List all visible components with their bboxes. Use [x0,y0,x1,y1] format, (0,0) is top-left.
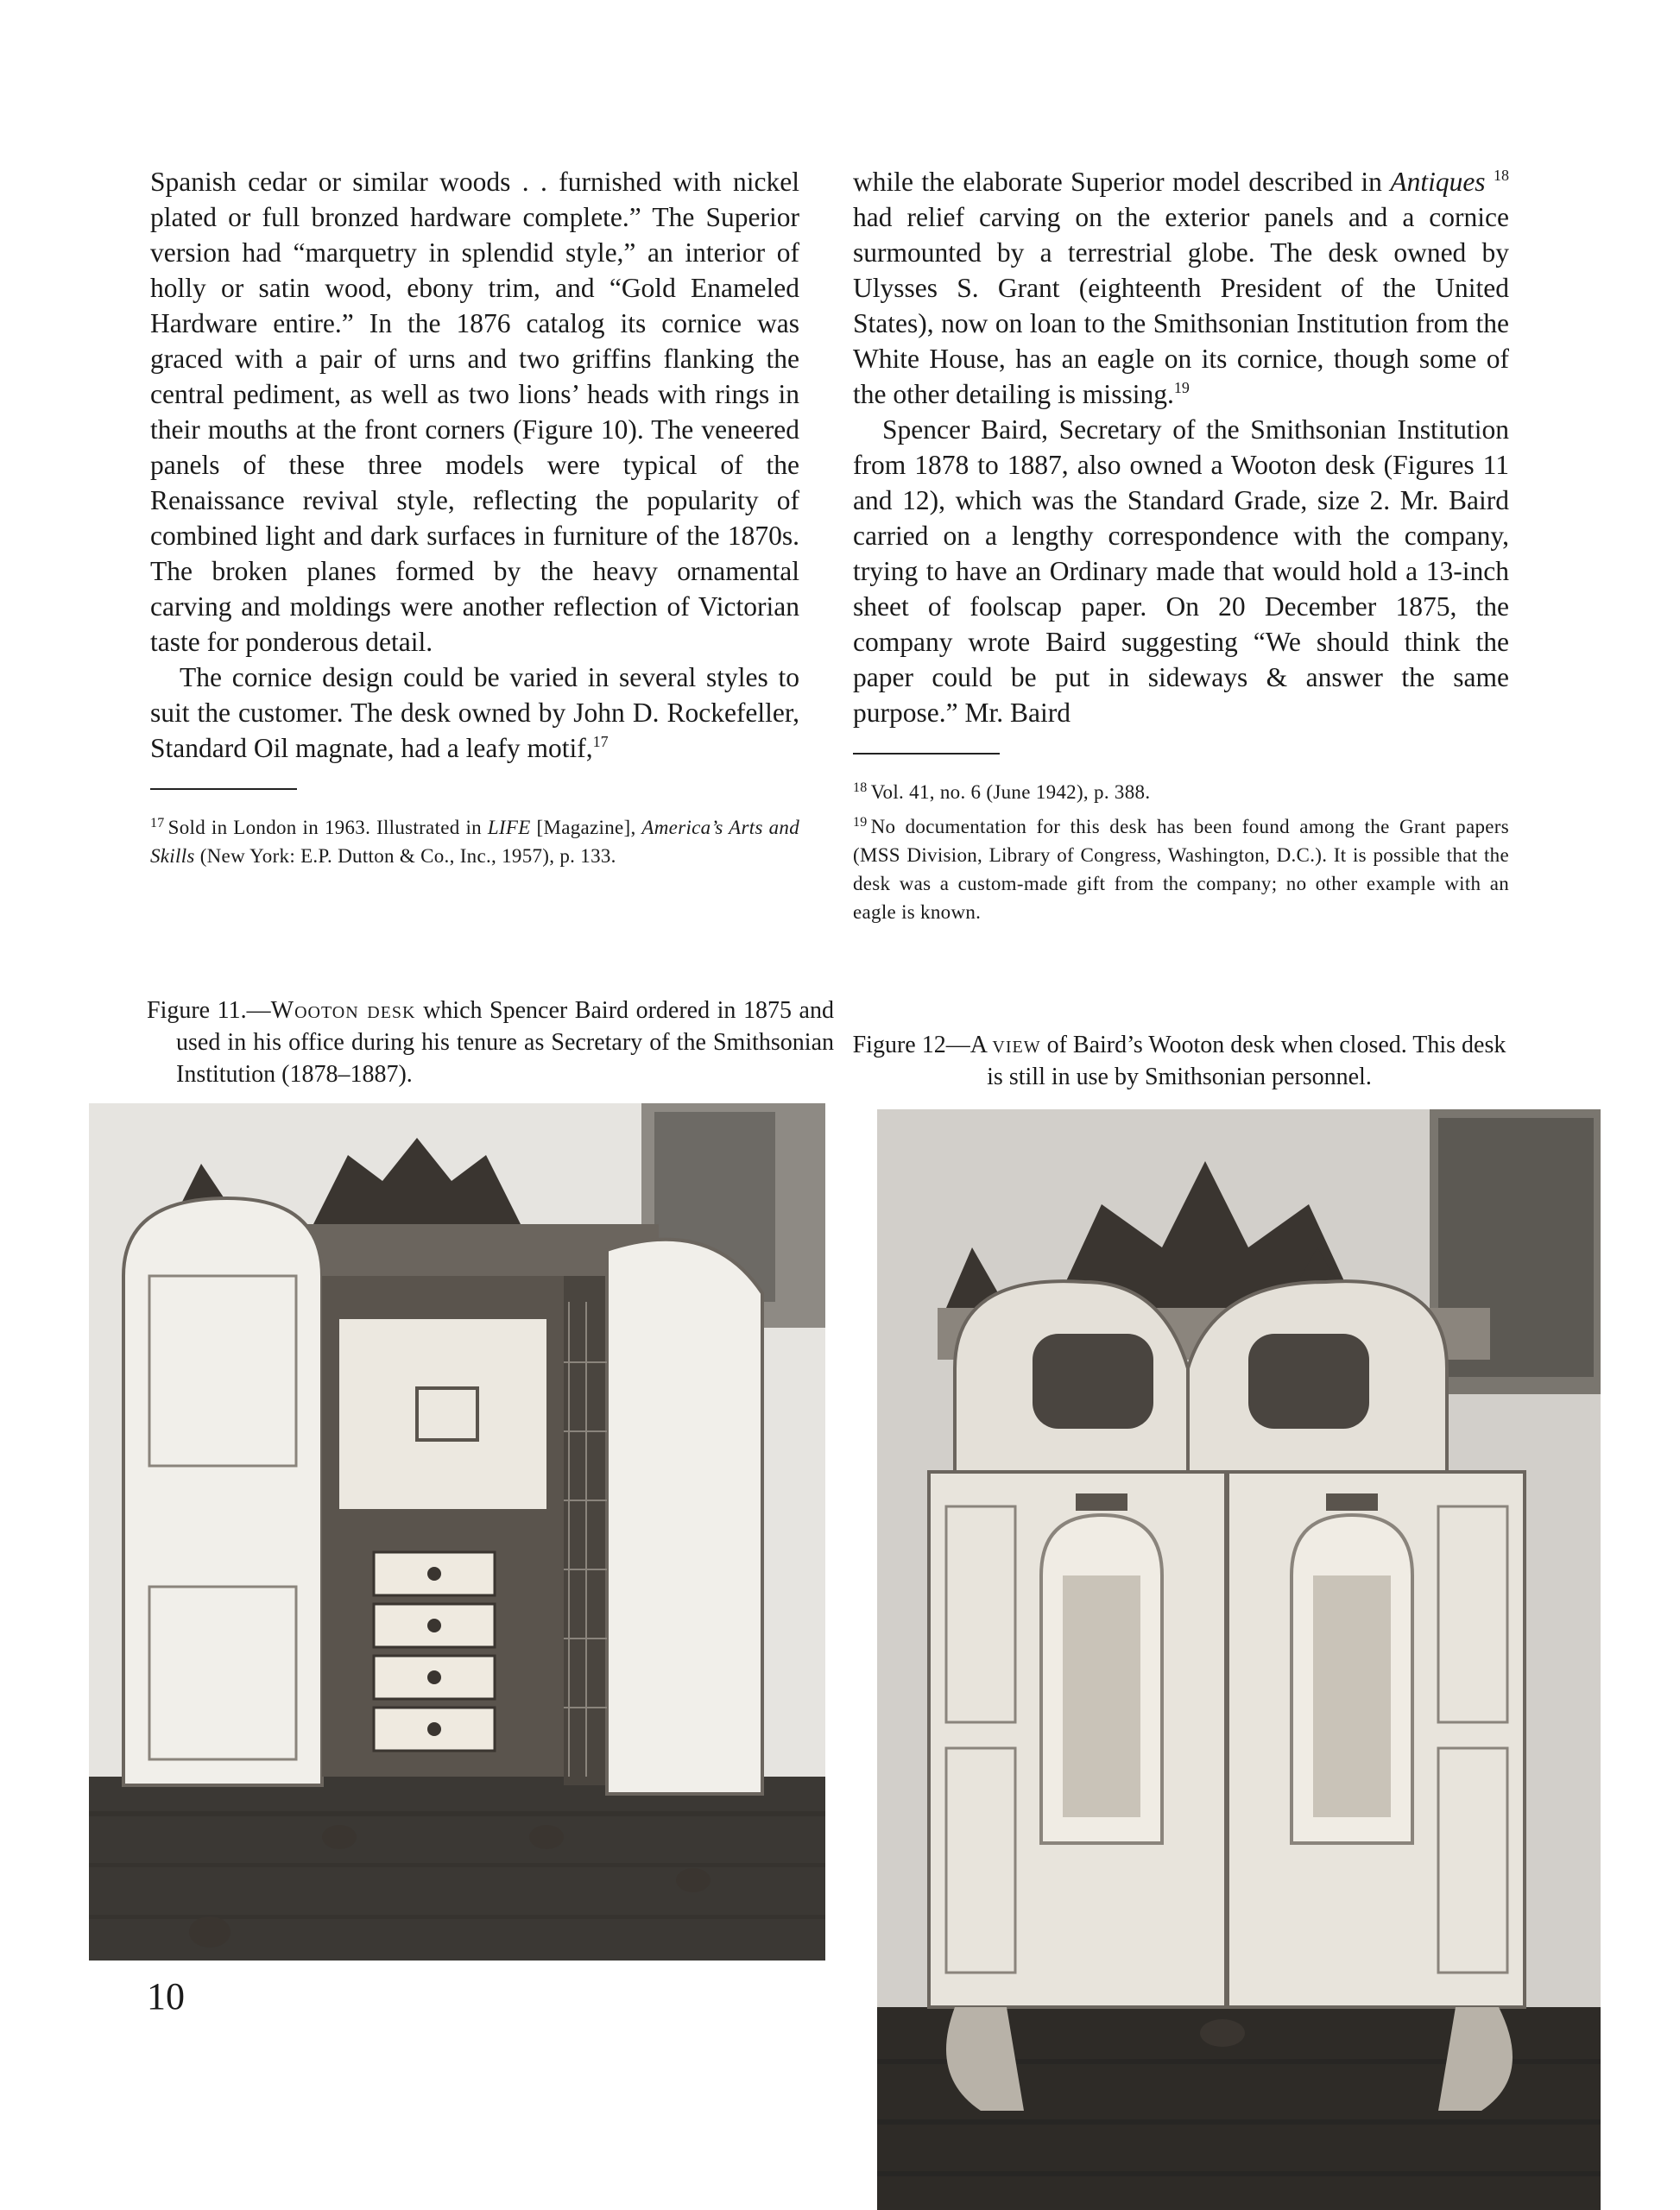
body-paragraph [853,164,1509,412]
left-column [150,164,799,872]
footnote-ref: 19 [1173,379,1190,396]
footnote-text: No documentation for this desk has been found among the Grant papers (MSS Division, Library of Congress, Washington, D.C.). It is possible that the desk was a custom-made gift from the company; no other example with an eagle is known. [853,816,1509,923]
figure-11-photo [89,1103,825,1961]
paragraph-text: The cornice design could be varied in several styles to suit the customer. The desk owned by John D. Rockefeller, Standard Oil magnate, had a leafy motif, [150,662,799,763]
footnote-italic: LIFE [487,817,531,838]
caption-label: Figure 11.— [147,997,271,1024]
caption-label: Figure 12—A [852,1032,993,1058]
right-column [853,164,1509,928]
page-number: 10 [147,1975,185,2017]
caption-smallcaps: Wooton desk [270,997,416,1024]
italic-title: Antiques [1390,167,1486,197]
caption-text: which Spencer Baird ordered in 1875 and used in his office during his tenure as Secretary of the Smithsonian Institution (1878–1887). [176,997,834,1088]
footnote-rule [853,753,1000,755]
footnote-text: Vol. 41, no. 6 (June 1942), p. 388. [870,781,1151,803]
paragraph-text: had relief carving on the exterior panels and a cornice surmounted by a terrestrial globe. The desk owned by Ulysses S. Grant (eighteenth President of the United States), now on loan to the Smithsonian Institution from the White House, has an eagle on its cornice, though some of the other detailing is missing. [853,202,1509,409]
footnote [150,809,799,870]
footnote-number: 19 [853,815,868,830]
footnote-italic: America’s Arts and Skills [150,817,799,867]
footnote [853,774,1509,806]
footnote [853,808,1509,926]
open-desk-illustration [89,1103,825,1961]
paragraph-text: while the elaborate Superior model described in [853,167,1391,197]
footnote-text: [Magazine], [530,817,642,838]
body-paragraph: Spanish cedar or similar woods . . furnished with nickel plated or full bronzed hardware complete.” The Superior version had “marquetry in splendid style,” an interior of holly or satin wood, ebony trim, and “Gold Enameled Hardware entire.” In the 1876 catalog its cornice was graced with a pair of urns and two griffins flanking the central pediment, as well as two lions’ heads with rings in their mouths at the front corners (Figure 10). The veneered panels of these three models were typical of the Renaissance revival style, reflecting the popularity of combined light and dark surfaces in furniture of the 1870s. The broken planes formed by the heavy ornamental carving and moldings were another reflection of Victorian taste for ponderous detail. [150,167,799,657]
footnote-number: 17 [150,816,165,830]
footnote-rule [150,788,297,790]
figure-11-caption [147,994,834,1090]
footnote-ref: 17 [592,733,609,750]
figure-12-photo [877,1109,1601,2210]
closed-desk-illustration [877,1109,1601,2210]
footnote-text: Sold in London in 1963. Illustrated in [167,817,488,838]
footnote-text: (New York: E.P. Dutton & Co., Inc., 1957), p. 133. [194,845,616,867]
footnote-number: 18 [853,780,868,795]
body-paragraph [150,660,799,766]
footnote-ref: 18 [1494,167,1510,184]
caption-text: of Baird’s Wooton desk when closed. This desk is still in use by Smithsonian personnel. [987,1032,1506,1090]
body-paragraph: Spencer Baird, Secretary of the Smithsonian Institution from 1878 to 1887, also owned a Wooton desk (Figures 11 and 12), which was the Standard Grade, size 2. Mr. Baird carried on a lengthy correspondence with the company, trying to have an Ordinary made that would hold a 13-inch sheet of foolscap paper. On 20 December 1875, the company wrote Baird suggesting “We should think the paper could be put in sideways & answer the same purpose.” Mr. Baird [853,414,1509,728]
figure-12-caption [850,1029,1508,1093]
caption-smallcaps: view [992,1032,1041,1058]
